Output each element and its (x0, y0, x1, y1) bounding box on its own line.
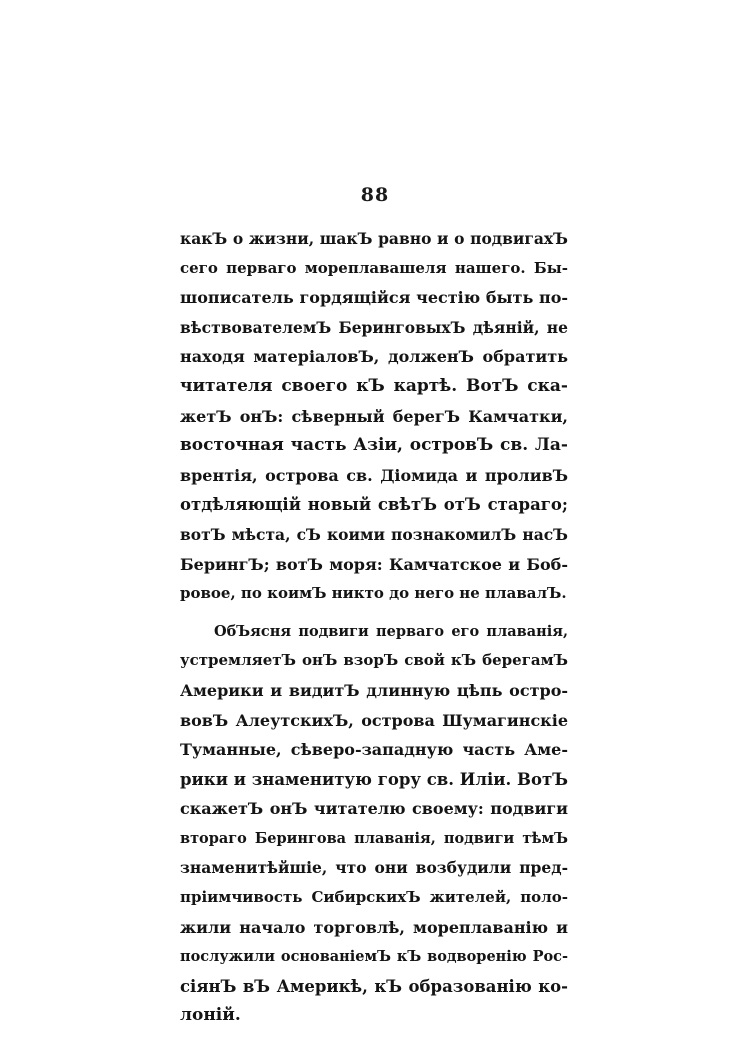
text-line: сіянЪ вЪ Америкѣ, кЪ образованію ко- (180, 976, 568, 996)
paragraph-gap (180, 609, 568, 617)
page-number: 88 (360, 184, 390, 206)
text-line: читателя своего кЪ картѣ. ВотЪ ска- (180, 375, 568, 396)
text-line: вовЪ АлеутскихЪ, острова Шумагинскіе (180, 710, 568, 730)
text-line: какЪ о жизни, шакЪ равно и о подвигахЪ (180, 229, 568, 248)
text-line: знаменитѣйшіе, что они возбудили пред- (180, 858, 568, 878)
text-line: скажетЪ онЪ читателю своему: подвиги (180, 799, 568, 819)
text-line: ровое, по коимЪ никто до него не плавалЪ. (180, 584, 567, 603)
text-line: шописатель гордящійся честію быть по- (180, 288, 568, 308)
paragraph-1 (180, 224, 568, 609)
text-line: сего перваго мореплавашеля нашего. Бы- (180, 258, 568, 277)
text-line: БерингЪ; вотЪ моря: Камчатское и Боб- (180, 554, 568, 574)
text-line: пріимчивость СибирскихЪ жителей, поло- (180, 888, 568, 907)
text-line: Америки и видитЪ длинную цѣпь остро- (180, 680, 568, 700)
text-line: жетЪ онЪ: сѣверный берегЪ Камчатки, (180, 406, 568, 426)
paragraph-2 (180, 617, 568, 1031)
text-line: вотЪ мѣста, сЪ коими познакомилЪ насЪ (180, 524, 568, 544)
text-line: лоній. (180, 1005, 241, 1026)
text-line: устремляетЪ онЪ взорЪ свой кЪ берегамЪ (180, 651, 568, 670)
text-line: врентія, острова св. Діомида и проливЪ (180, 465, 568, 485)
text-line: рики и знаменитую гору св. Иліи. ВотЪ (180, 769, 568, 789)
text-line: Туманные, сѣверо-западную часть Аме- (180, 740, 568, 760)
text-line: послужили основаніемЪ кЪ водворенію Рос- (180, 948, 568, 966)
text-line: жили начало торговлѣ, мореплаванію и (180, 917, 568, 937)
text-line: восточная часть Азіи, островЪ св. Ла- (180, 435, 568, 456)
body-text (180, 224, 568, 1031)
text-line: находя матеріаловЪ, долженЪ обратить (180, 347, 568, 367)
text-line: вѣствователемЪ БеринговыхЪ дѣяній, не (180, 317, 568, 337)
text-line: втораго Берингова плаванія, подвиги тѣмЪ (180, 829, 568, 847)
text-line: ОбЪясня подвиги перваго его плаванія, (214, 622, 568, 640)
text-line: отдѣляющій новый свѣтЪ отЪ стараго; (180, 495, 568, 515)
